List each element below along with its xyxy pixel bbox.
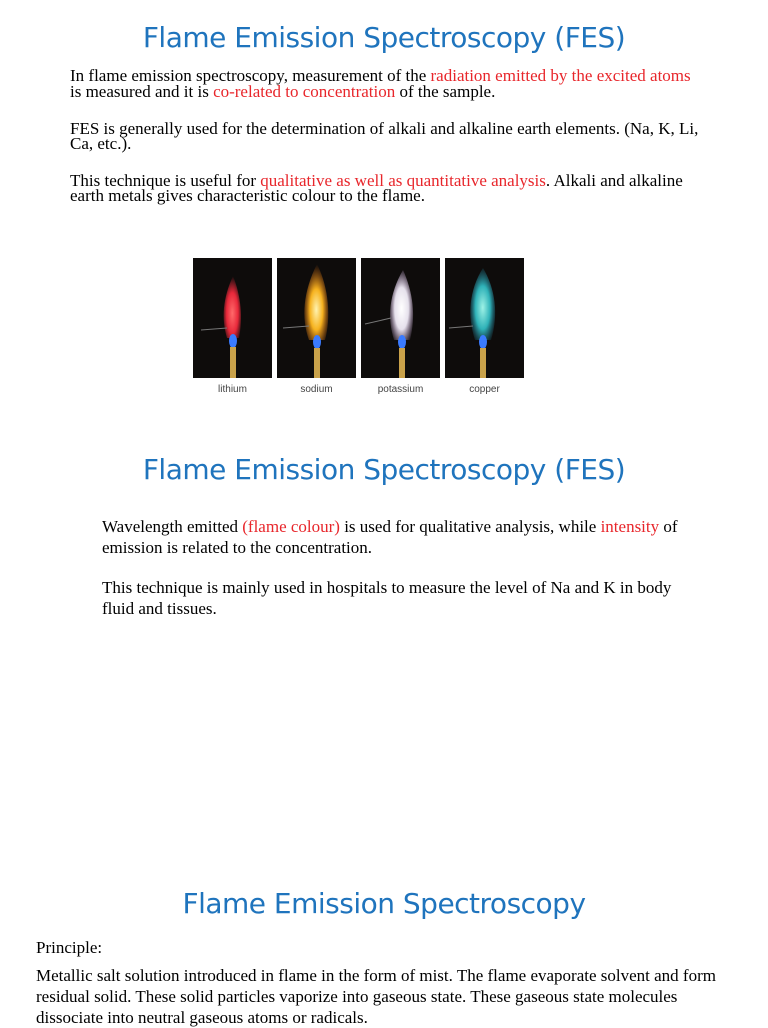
flame-panel-sodium bbox=[277, 258, 356, 378]
slide2-paragraph-2: This technique is mainly used in hospitals to measure the level of Na and K in body fluid and tissues. bbox=[102, 578, 672, 618]
slide1-paragraph-3 bbox=[70, 173, 720, 203]
flame-panel-potassium bbox=[361, 258, 440, 378]
slide3-title: Flame Emission Spectroscopy bbox=[182, 887, 586, 920]
text-span: of emission is related to the concentration. bbox=[102, 517, 678, 557]
text-span: is used for qualitative analysis, while bbox=[339, 517, 601, 536]
text-span: This technique is useful for bbox=[70, 171, 261, 190]
slide3-principle-label: Principle: bbox=[36, 938, 103, 957]
text-span: is measured and it is bbox=[70, 82, 214, 101]
text-span: . Alkali and alkaline earth metals gives characteristic colour to the flame. bbox=[70, 171, 683, 205]
highlight-span: co-related to concentration bbox=[213, 82, 396, 101]
slide1-paragraph-1 bbox=[70, 68, 700, 100]
slide1-title: Flame Emission Spectroscopy (FES) bbox=[142, 21, 626, 54]
slide2-paragraph-1 bbox=[102, 516, 682, 558]
highlight-span: qualitative as well as quantitative analysis bbox=[260, 171, 546, 190]
flame-label-copper: copper bbox=[469, 384, 500, 395]
text-span: of the sample. bbox=[395, 82, 496, 101]
text-span: In flame emission spectroscopy, measurement of the bbox=[70, 66, 431, 85]
flame-label-sodium: sodium bbox=[300, 384, 333, 395]
flame-test-image bbox=[193, 258, 524, 402]
text-span: Wavelength emitted bbox=[102, 517, 243, 536]
slide1-paragraph-2: FES is generally used for the determination of alkali and alkaline earth elements. (Na, K, Li, Ca, etc.). bbox=[70, 119, 699, 153]
highlight-span: intensity bbox=[600, 517, 660, 536]
slide2-title: Flame Emission Spectroscopy (FES) bbox=[142, 453, 626, 486]
flame-panel-copper bbox=[445, 258, 524, 378]
flame-label-potassium: potassium bbox=[377, 384, 424, 395]
highlight-span: radiation emitted by the excited atoms bbox=[430, 66, 691, 85]
flame-panel-lithium bbox=[193, 258, 272, 378]
flame-label-lithium: lithium bbox=[218, 384, 247, 395]
highlight-span: (flame colour) bbox=[242, 517, 340, 536]
slide3-paragraph-1: Metallic salt solution introduced in flame in the form of mist. The flame evaporate solvent and form residual solid. These solid particles vaporize into gaseous state. These gaseous state molecules dissociate into neutral gaseous atoms or radicals. bbox=[36, 966, 716, 1027]
